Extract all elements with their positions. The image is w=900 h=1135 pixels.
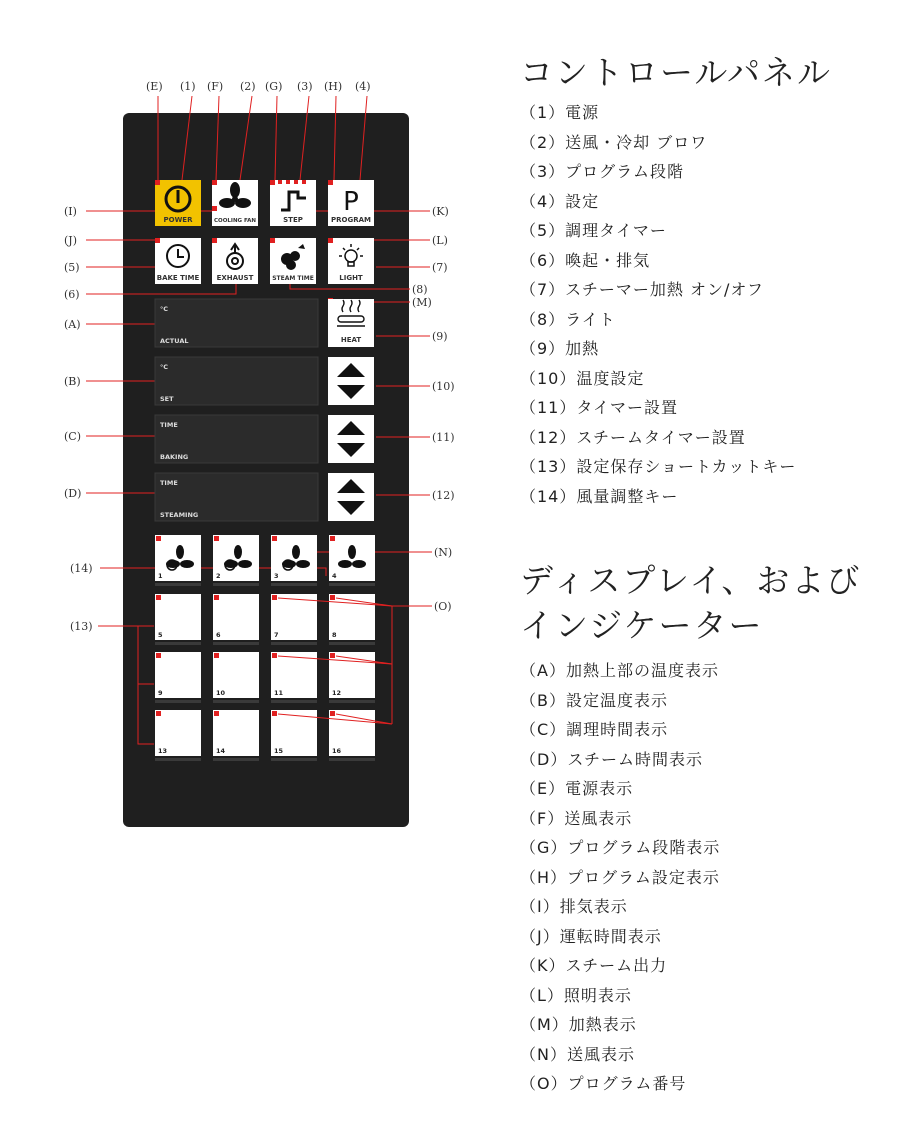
legend-item: （L）照明表示 bbox=[520, 985, 632, 1005]
callout-A: (A) bbox=[64, 318, 81, 331]
callout-C: (C) bbox=[64, 430, 81, 443]
callout-K: (K) bbox=[432, 205, 449, 218]
legend-item: （B）設定温度表示 bbox=[520, 690, 668, 710]
display-unit: TIME bbox=[160, 421, 178, 429]
key-led bbox=[272, 536, 277, 541]
key-led bbox=[272, 595, 277, 600]
steam-timer-updown-button[interactable] bbox=[328, 473, 374, 521]
callout-4: (4) bbox=[355, 80, 371, 93]
callout-J: (J) bbox=[64, 234, 77, 247]
power-label: POWER bbox=[163, 216, 193, 224]
program-key-3[interactable] bbox=[271, 535, 317, 586]
legend-item: （5）調理タイマー bbox=[520, 221, 667, 240]
display-unit: °C bbox=[160, 305, 169, 313]
callout-12: (12) bbox=[432, 489, 455, 502]
callout-O: (O) bbox=[434, 600, 452, 613]
display-label: SET bbox=[160, 395, 174, 403]
cooling-fan-label: COOLING FAN bbox=[214, 218, 256, 224]
display-unit: TIME bbox=[160, 479, 178, 487]
power-button[interactable] bbox=[155, 180, 201, 226]
key-number: 4 bbox=[332, 572, 337, 580]
key-led bbox=[214, 536, 219, 541]
program-key-14[interactable] bbox=[213, 710, 259, 761]
key-led bbox=[156, 595, 161, 600]
program-key-5[interactable] bbox=[155, 594, 201, 645]
callout-14: (14) bbox=[70, 562, 93, 575]
key-led bbox=[214, 653, 219, 658]
step-label: STEP bbox=[283, 216, 303, 224]
key-led bbox=[156, 536, 161, 541]
steam-time-button[interactable] bbox=[270, 238, 316, 284]
key-number: 13 bbox=[158, 747, 168, 755]
legend-item: （G）プログラム段階表示 bbox=[520, 838, 721, 857]
callout-11: (11) bbox=[432, 431, 455, 444]
callout-7: (7) bbox=[432, 261, 448, 274]
key-number: 14 bbox=[216, 747, 226, 755]
callout-N: (N) bbox=[434, 546, 453, 559]
top-callouts bbox=[146, 80, 371, 93]
legend-item: （C）調理時間表示 bbox=[520, 720, 669, 739]
legend-item: （14）風量調整キー bbox=[520, 486, 679, 506]
temperature-updown-button[interactable] bbox=[328, 357, 374, 405]
heat-button[interactable] bbox=[328, 299, 374, 347]
key-number: 8 bbox=[332, 631, 337, 639]
key-led bbox=[214, 595, 219, 600]
callout-5: (5) bbox=[64, 261, 80, 274]
steaming-time-display bbox=[155, 473, 318, 521]
program-button[interactable] bbox=[328, 180, 374, 226]
bake-time-button[interactable] bbox=[155, 238, 201, 284]
exhaust-button[interactable] bbox=[212, 238, 258, 284]
program-key-7[interactable] bbox=[271, 594, 317, 645]
program-key-16[interactable] bbox=[329, 710, 375, 761]
callout-B: (B) bbox=[64, 375, 81, 388]
callout-9: (9) bbox=[432, 330, 448, 343]
callout-D: (D) bbox=[64, 487, 82, 500]
display-unit: °C bbox=[160, 363, 169, 371]
callout-3: (3) bbox=[297, 80, 313, 93]
key-number: 11 bbox=[274, 689, 284, 697]
callout-E: (E) bbox=[146, 80, 163, 93]
step-button[interactable] bbox=[270, 180, 316, 226]
heat-label: HEAT bbox=[340, 336, 362, 344]
legend-item: （D）スチーム時間表示 bbox=[520, 749, 704, 769]
key-led bbox=[156, 653, 161, 658]
key-number: 7 bbox=[274, 631, 279, 639]
key-number: 1 bbox=[158, 572, 163, 580]
key-led bbox=[214, 711, 219, 716]
program-key-9[interactable] bbox=[155, 652, 201, 703]
key-number: 10 bbox=[216, 689, 226, 697]
key-led bbox=[272, 711, 277, 716]
legend-item: （10）温度設定 bbox=[520, 368, 645, 388]
legend-item: （M）加熱表示 bbox=[520, 1015, 637, 1034]
legend-item: （O）プログラム番号 bbox=[520, 1074, 687, 1093]
legend-item: （J）運転時間表示 bbox=[520, 926, 662, 946]
callout-M: (M) bbox=[412, 296, 432, 309]
legend-item: （2）送風・冷却 ブロワ bbox=[520, 132, 708, 152]
callout-F: (F) bbox=[207, 80, 224, 93]
program-key-11[interactable] bbox=[271, 652, 317, 703]
callout-13: (13) bbox=[70, 620, 93, 633]
exhaust-label: EXHAUST bbox=[216, 274, 254, 282]
legend-item: （13）設定保存ショートカットキー bbox=[520, 457, 797, 476]
callout-2: (2) bbox=[240, 80, 256, 93]
left-callouts bbox=[64, 205, 93, 633]
key-number: 9 bbox=[158, 689, 163, 697]
callout-1: (1) bbox=[180, 80, 196, 93]
control-panel-title: コントロールパネル bbox=[520, 53, 833, 92]
legend-item: （7）スチーマー加熱 オン/オフ bbox=[520, 280, 764, 299]
legend-item: （4）設定 bbox=[520, 191, 600, 211]
legend-item: （6）喚起・排気 bbox=[520, 250, 651, 270]
program-key-4[interactable] bbox=[329, 535, 375, 586]
callout-G: (G) bbox=[265, 80, 283, 93]
display-indicators-title-line1: ディスプレイ、および bbox=[520, 561, 862, 600]
key-led bbox=[330, 711, 335, 716]
callout-L: (L) bbox=[432, 234, 448, 247]
key-number: 12 bbox=[332, 689, 342, 697]
callout-H: (H) bbox=[324, 80, 343, 93]
light-label: LIGHT bbox=[339, 274, 363, 282]
timer-updown-button[interactable] bbox=[328, 415, 374, 463]
legend-item: （N）送風表示 bbox=[520, 1044, 635, 1064]
key-led bbox=[330, 536, 335, 541]
key-number: 3 bbox=[274, 572, 279, 580]
legend-item: （H）プログラム設定表示 bbox=[520, 867, 720, 887]
key-led bbox=[330, 595, 335, 600]
key-number: 6 bbox=[216, 631, 221, 639]
cooling-fan-button[interactable] bbox=[212, 180, 258, 226]
program-key-15[interactable] bbox=[271, 710, 317, 761]
legend-item: （A）加熱上部の温度表示 bbox=[520, 661, 719, 680]
program-key-1[interactable] bbox=[155, 535, 201, 586]
legend-item: （K）スチーム出力 bbox=[520, 956, 668, 975]
program-key-10[interactable] bbox=[213, 652, 259, 703]
display-indicators-title-line2: インジケーター bbox=[520, 606, 764, 645]
key-number: 2 bbox=[216, 572, 221, 580]
control-panel-list bbox=[520, 98, 796, 511]
legend-item: （I）排気表示 bbox=[520, 897, 628, 916]
bake-time-label: BAKE TIME bbox=[156, 274, 200, 282]
program-icon: P bbox=[343, 187, 359, 217]
program-label: PROGRAM bbox=[331, 216, 371, 224]
program-key-2[interactable] bbox=[213, 535, 259, 586]
legend-item: （9）加熱 bbox=[520, 339, 600, 358]
key-number: 15 bbox=[274, 747, 284, 755]
legend-item: （E）電源表示 bbox=[520, 779, 634, 798]
legend-item: （12）スチームタイマー設置 bbox=[520, 427, 746, 447]
key-number: 5 bbox=[158, 631, 163, 639]
display-indicators-list bbox=[520, 656, 720, 1099]
legend-item: （8）ライト bbox=[520, 309, 616, 329]
legend-item: （F）送風表示 bbox=[520, 808, 633, 828]
callout-8: (8) bbox=[412, 283, 428, 296]
display-label: BAKING bbox=[160, 453, 189, 461]
legend-item: （11）タイマー設置 bbox=[520, 398, 679, 417]
program-key-6[interactable] bbox=[213, 594, 259, 645]
actual-temp-display bbox=[155, 299, 318, 347]
key-led bbox=[330, 653, 335, 658]
display-label: STEAMING bbox=[160, 511, 199, 519]
steam-time-label: STEAM TIME bbox=[272, 275, 314, 282]
baking-time-display bbox=[155, 415, 318, 463]
callout-I: (I) bbox=[64, 205, 77, 218]
light-button[interactable] bbox=[328, 238, 374, 284]
key-led bbox=[156, 711, 161, 716]
set-temp-display bbox=[155, 357, 318, 405]
program-key-13[interactable] bbox=[155, 710, 201, 761]
callout-6: (6) bbox=[64, 288, 80, 301]
key-led bbox=[272, 653, 277, 658]
display-label: ACTUAL bbox=[160, 337, 189, 345]
callout-10: (10) bbox=[432, 380, 455, 393]
legend-item: （3）プログラム段階 bbox=[520, 162, 685, 181]
key-number: 16 bbox=[332, 747, 342, 755]
legend-item: （1）電源 bbox=[520, 103, 600, 122]
